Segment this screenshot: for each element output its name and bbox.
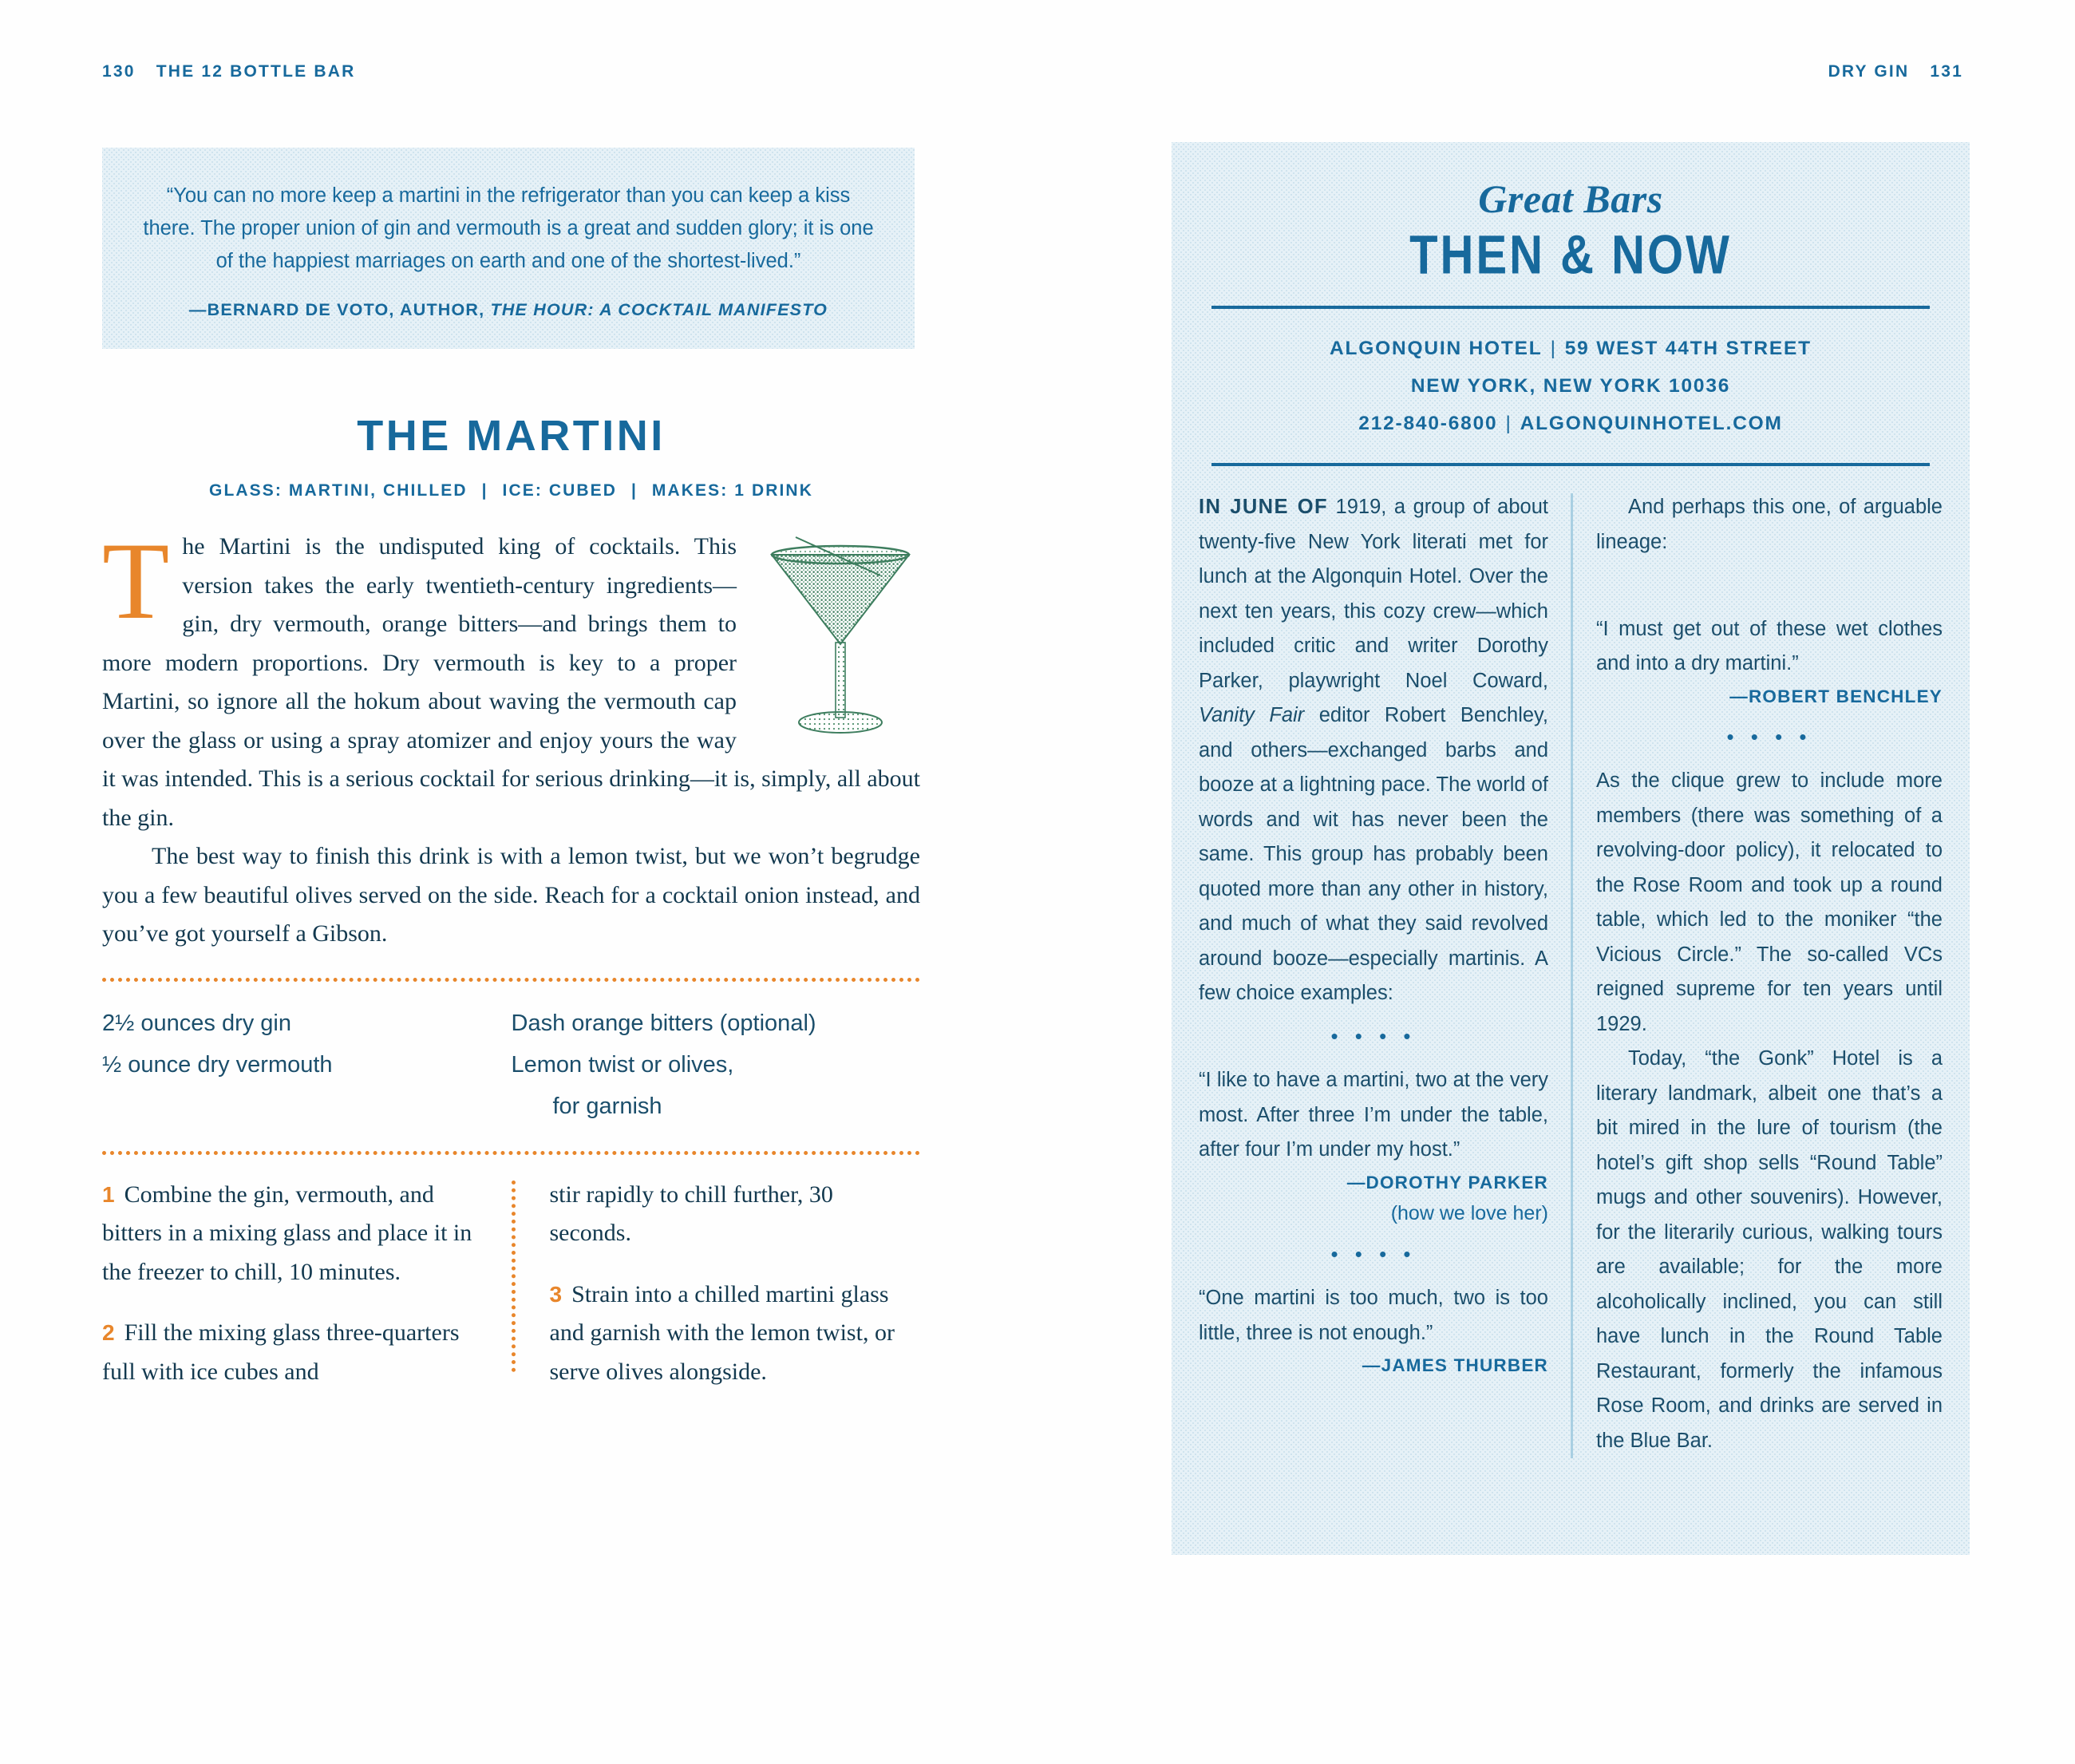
magazine-title-italic: Vanity Fair (1199, 704, 1305, 726)
step-number: 1 (102, 1181, 115, 1207)
epigraph-quote: “You can no more keep a martini in the refrigerator than you can keep a kiss there. The proper union of gin and vermouth is a great and sudden glory; it is one of the happiest marriages on earth and one of the shortest-lived.” (143, 184, 874, 272)
recipe-specs (102, 481, 920, 500)
folio-left: 130 (102, 62, 136, 81)
ingredient-item-continuation: for garnish (552, 1093, 662, 1119)
martini-glass-illustration (761, 531, 920, 742)
ingredient-item: Dash orange bitters (optional) (511, 1010, 816, 1036)
pull-quote: “I must get out of these wet clothes and into a dry martini.” (1596, 617, 1943, 674)
quote-attribution-parenthetical: (how we love her) (1390, 1201, 1548, 1224)
sidebar-lead-in: IN JUNE OF (1199, 496, 1329, 518)
pull-quote: “One martini is too much, two is too little, three is not enough.” (1199, 1287, 1548, 1344)
sidebar-paragraph-text-cont: editor Robert Benchley, and others—exchanged barbs and booze at a lightning pace. The world of words and wit has never been the same. This group has probably been quoted more than any other in history, and much of what they said revolved around booze—especially martinis. A few choice examples: (1199, 704, 1548, 1004)
dot-separator: • • • • (1726, 724, 1812, 749)
sidebar-column-right (1571, 490, 1943, 1458)
sidebar-rule-top (1211, 306, 1930, 309)
pull-quote: “I like to have a martini, two at the very most. After three I’m under the table, after four I’m under my host.” (1199, 1069, 1548, 1161)
sidebar-column-left (1199, 490, 1571, 1458)
step-text: Fill the mixing glass three-quarters full with ice cubes and (102, 1319, 460, 1385)
venue-separator: | (1550, 338, 1557, 359)
chapter-title-right: DRY GIN (1828, 62, 1910, 81)
recipe-step-continuation (550, 1176, 921, 1253)
epigraph-attribution-work: THE HOUR: A COCKTAIL MANIFESTO (490, 300, 828, 319)
steps-column-left (102, 1176, 512, 1392)
divider-rule-top (102, 978, 920, 982)
recipe-intro-paragraph-1-text: he Martini is the undisputed king of cocktails. This version takes the early twentieth-century ingredients—gin, dry vermouth, orange bitters—and brings them to more modern proportions. Dry vermouth is key to a proper Martini, so ignore all the hokum about waving the vermouth cap over the glass or using a spray atomizer and enjoy yours the way it was intended. This is a serious cocktail for serious drinking—it is, simply, all about the gin. (102, 533, 920, 831)
sidebar-paragraph: And perhaps this one, of arguable lineage: (1596, 496, 1943, 553)
epigraph-box (102, 148, 915, 349)
sidebar-column-divider (1571, 493, 1573, 1458)
step-number: 2 (102, 1320, 115, 1345)
recipe-steps (102, 1176, 920, 1392)
venue-line-3 (1199, 405, 1943, 442)
venue-website[interactable]: ALGONQUINHOTEL.COM (1520, 413, 1783, 434)
steps-column-divider (512, 1181, 516, 1373)
great-bars-sidebar (1172, 142, 1970, 1555)
book-title-left: THE 12 BOTTLE BAR (156, 62, 356, 81)
venue-phone[interactable]: 212-840-6800 (1358, 413, 1498, 434)
quote-attribution: —DOROTHY PARKER (1346, 1172, 1548, 1192)
step-text: Strain into a chilled martini glass and garnish with the lemon twist, or serve olives alongside. (549, 1280, 895, 1385)
ingredients-column-right (512, 1003, 921, 1127)
dot-separator: • • • • (1330, 1023, 1417, 1048)
drop-cap: T (102, 520, 170, 642)
sidebar-paragraph: As the clique grew to include more members (there was something of a revolving-door policy), it relocated to the Rose Room and took up a round table, which led to the moniker “the Vicious Circle.” The so-called VCs reigned supreme for ten years until 1929. (1596, 769, 1943, 1035)
sidebar-heading: THEN & NOW (1409, 224, 1732, 286)
step-text: Combine the gin, vermouth, and bitters in a mixing glass and place it in the freezer to chill, 10 minutes. (102, 1181, 472, 1285)
sidebar-kicker: Great Bars (1478, 176, 1663, 221)
ingredients-column-left (102, 1003, 512, 1127)
venue-info (1199, 330, 1943, 442)
recipe-step (102, 1314, 475, 1391)
quote-attribution: —ROBERT BENCHLEY (1729, 686, 1943, 706)
quote-attribution: —JAMES THURBER (1362, 1355, 1548, 1375)
sidebar-paragraph-text: 1919, a group of about twenty-five New York literati met for lunch at the Algonquin Hotel. Over the next ten years, this cozy crew—which included critic and writer Dorothy Parker, playwright Noel Coward, (1199, 496, 1548, 692)
venue-name: ALGONQUIN HOTEL (1330, 338, 1543, 359)
recipe-step (550, 1276, 921, 1392)
dot-separator: • • • • (1330, 1241, 1417, 1266)
sidebar-body (1199, 490, 1943, 1458)
quote-attribution-note (1199, 1198, 1548, 1229)
ingredient-item: 2½ ounces dry gin (102, 1010, 291, 1036)
spec-makes: MAKES: 1 DRINK (651, 481, 813, 500)
sidebar-paragraph (1199, 490, 1548, 1011)
recipe-step (102, 1176, 475, 1292)
divider-rule-bottom (102, 1151, 920, 1155)
ingredient-item: Lemon twist or olives, (511, 1051, 734, 1078)
page-title: THE MARTINI (357, 412, 666, 460)
folio-right: 131 (1930, 62, 1963, 81)
recipe-intro-paragraph-2: The best way to finish this drink is with a lemon twist, but we won’t begrudge you a few beautiful olives served on the side. Reach for a cocktail onion instead, and you’ve got yourself a Gibson. (102, 843, 920, 947)
running-head-left (102, 62, 355, 81)
step-number: 3 (549, 1281, 563, 1307)
ingredient-item: ½ ounce dry vermouth (102, 1051, 333, 1078)
spec-glass: GLASS: MARTINI, CHILLED (209, 481, 468, 500)
steps-column-right (512, 1176, 921, 1392)
epigraph-attribution (139, 300, 878, 320)
left-page-column (102, 148, 920, 1391)
ingredients-list (102, 1003, 920, 1127)
spec-separator: | (630, 481, 638, 500)
spec-separator: | (481, 481, 488, 500)
sidebar-paragraph: Today, “the Gonk” Hotel is a literary landmark, albeit one that’s a bit mired in the lure of tourism (the hotel’s gift shop sells “Round Table” mugs and other souvenirs). However, for the literarily curious, walking tours are available; for the more alcoholically inclined, you can still have lunch in the Round Table Restaurant, formerly the infamous Rose Room, and drinks are served in the Blue Bar. (1596, 1047, 1943, 1452)
venue-line-2: NEW YORK, NEW YORK 10036 (1410, 375, 1731, 397)
epigraph-attribution-prefix: —BERNARD DE VOTO, AUTHOR, (188, 300, 491, 319)
step-text: stir rapidly to chill further, 30 seconds. (549, 1181, 833, 1246)
sidebar-rule-bottom (1211, 463, 1930, 466)
venue-line-1 (1199, 330, 1943, 367)
spec-ice: ICE: CUBED (502, 481, 618, 500)
venue-separator: | (1505, 413, 1512, 434)
venue-street: 59 WEST 44TH STREET (1564, 338, 1812, 359)
recipe-intro (102, 520, 920, 954)
running-head-right (1828, 62, 1963, 81)
